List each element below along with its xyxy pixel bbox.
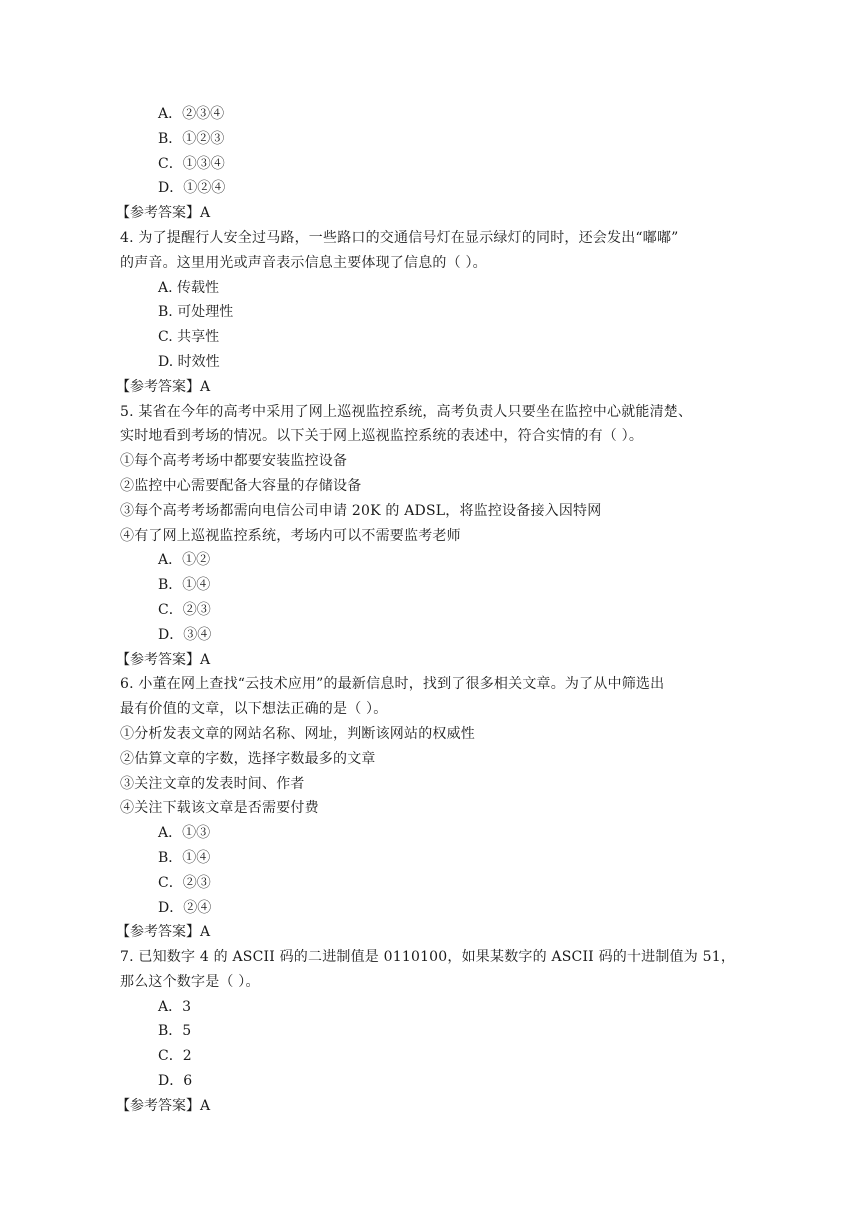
q7-option-c: C．2 — [158, 1048, 192, 1065]
q5-statement-1: ①每个高考考场中都要安装监控设备 — [120, 453, 348, 470]
q7-answer: 【参考答案】A — [116, 1097, 211, 1114]
q7-option-d: D．6 — [158, 1073, 193, 1090]
q4-stem-line-1: 4. 为了提醒行人安全过马路，一些路口的交通信号灯在显示绿灯的同时，还会发出“嘟嘟” — [120, 229, 679, 246]
q7-stem-line-1: 7. 已知数字 4 的 ASCII 码的二进制值是 0110100，如果某数字的 ASCII 码的十进制值为 51， — [120, 949, 736, 966]
q5-answer: 【参考答案】A — [116, 651, 211, 668]
q5-option-c: C．②③ — [158, 601, 211, 618]
q5-statement-4: ④有了网上巡视监控系统，考场内可以不需要监考老师 — [120, 527, 461, 544]
document-content — [116, 102, 760, 1119]
q7-stem-line-2: 那么这个数字是（ ）。 — [120, 973, 260, 990]
q6-statement-4: ④关注下载该文章是否需要付费 — [120, 800, 319, 817]
q4-option-d: D. 时效性 — [158, 353, 220, 370]
q6-option-d: D．②④ — [158, 899, 212, 916]
q7-option-a: A．3 — [158, 998, 192, 1015]
q7-option-b: B．5 — [158, 1023, 192, 1040]
q6-option-c: C．②③ — [158, 874, 211, 891]
q3-option-d: D．①②④ — [158, 180, 226, 197]
q6-option-b: B．①④ — [158, 849, 211, 866]
q3-option-b: B．①②③ — [158, 130, 225, 147]
q5-option-a: A．①② — [158, 552, 211, 569]
q4-option-b: B. 可处理性 — [158, 304, 234, 321]
q5-stem-line-2: 实时地看到考场的情况。以下关于网上巡视监控系统的表述中，符合实情的有（ ）。 — [120, 428, 644, 445]
q6-statement-2: ②估算文章的字数，选择字数最多的文章 — [120, 750, 376, 767]
q4-answer: 【参考答案】A — [116, 378, 211, 395]
q5-option-b: B．①④ — [158, 577, 211, 594]
q3-option-a: A．②③④ — [158, 106, 225, 122]
q6-answer: 【参考答案】A — [116, 924, 211, 941]
q5-stem-line-1: 5. 某省在今年的高考中采用了网上巡视监控系统，高考负责人只要坐在监控中心就能清楚、 — [120, 403, 693, 420]
q3-option-c: C．①③④ — [158, 155, 225, 172]
q6-stem-line-2: 最有价值的文章，以下想法正确的是（ ）。 — [120, 701, 388, 718]
q5-statement-2: ②监控中心需要配备大容量的存储设备 — [120, 477, 362, 494]
q6-option-a: A．①③ — [158, 825, 211, 842]
q5-statement-3: ③每个高考考场都需向电信公司申请 20K 的 ADSL，将监控设备接入因特网 — [120, 502, 602, 519]
q4-stem-line-2: 的声音。这里用光或声音表示信息主要体现了信息的（ ）。 — [120, 254, 487, 271]
q4-option-a: A. 传载性 — [158, 279, 220, 296]
q4-option-c: C. 共享性 — [158, 329, 220, 346]
q6-stem-line-1: 6. 小董在网上查找“云技术应用”的最新信息时，找到了很多相关文章。为了从中筛选出 — [120, 676, 665, 693]
q6-statement-1: ①分析发表文章的网站名称、网址，判断该网站的权威性 — [120, 725, 475, 742]
q5-option-d: D．③④ — [158, 626, 212, 643]
q6-statement-3: ③关注文章的发表时间、作者 — [120, 775, 305, 792]
q3-answer: 【参考答案】A — [116, 205, 211, 222]
